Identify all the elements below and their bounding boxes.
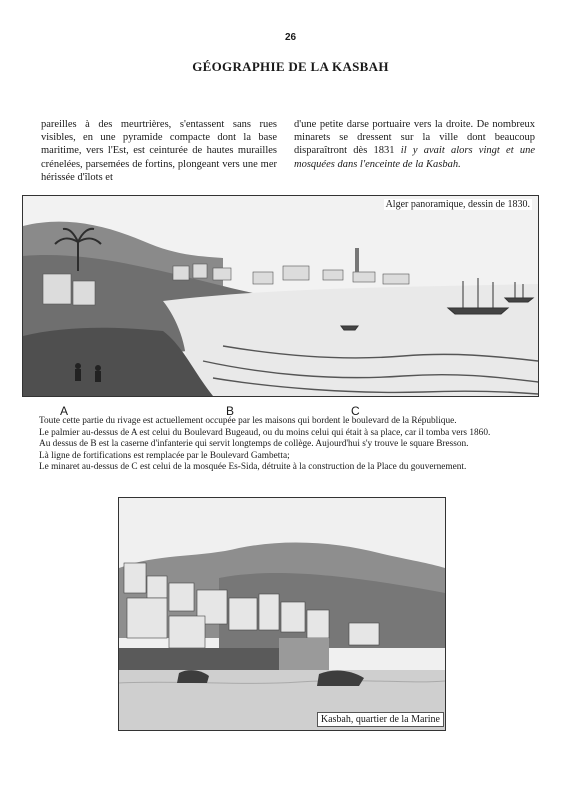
marker-b: B <box>226 404 235 418</box>
right-column-italic: il y avait alors vingt et une mosquées dans l'enceinte de la Kasbah. <box>294 145 535 170</box>
left-column-text: pareilles à des meurtrières, s'entassent sans rues visibles, en une pyramide compacte dont la base maritime, vers l'Est, est ceinturée de hautes murailles crénelées, parsemées de fortins, plongeant vers une mer hérissée d'îlots et <box>41 119 277 183</box>
kasbah-caption: Kasbah, quartier de la Marine <box>317 712 444 727</box>
marker-c: C <box>351 404 360 418</box>
right-column-text <box>294 118 535 171</box>
note-line: Le palmier au-dessus de A est celui du Boulevard Bugeaud, ou du moins celui qui était à sa place, car il tomba vers 1860. <box>39 427 491 438</box>
right-column-regular: d'une petite darse portuaire vers la droite. De nombreux minarets se dressent sur la ville dont beaucoup disparaîtront dès 1831 <box>294 119 535 157</box>
kasbah-photo <box>118 497 446 731</box>
page-number: 26 <box>284 32 297 43</box>
panorama-illustration <box>23 196 538 396</box>
kasbah-photo-image <box>119 498 445 730</box>
page-title: GÉOGRAPHIE DE LA KASBAH <box>192 59 389 74</box>
panorama-caption: Alger panoramique, dessin de 1830. <box>385 199 530 210</box>
note-line: Là ligne de fortifications est remplacée par le Boulevard Gambetta; <box>39 450 290 461</box>
marker-a: A <box>60 404 69 418</box>
note-line: Toute cette partie du rivage est actuellement occupée par les maisons qui bordent le boulevard de la République. <box>39 416 457 426</box>
panorama-drawing <box>22 195 539 397</box>
note-line: Au dessus de B est la caserne d'infanterie qui servit longtemps de collège. Aujourd'hui s'y trouve le square Bresson. <box>39 439 469 450</box>
figure-notes <box>39 416 539 474</box>
note-line: Le minaret au-dessus de C est celui de la mosquée Es-Sida, détruite à la construction de la Place du gouvernement. <box>39 462 467 473</box>
